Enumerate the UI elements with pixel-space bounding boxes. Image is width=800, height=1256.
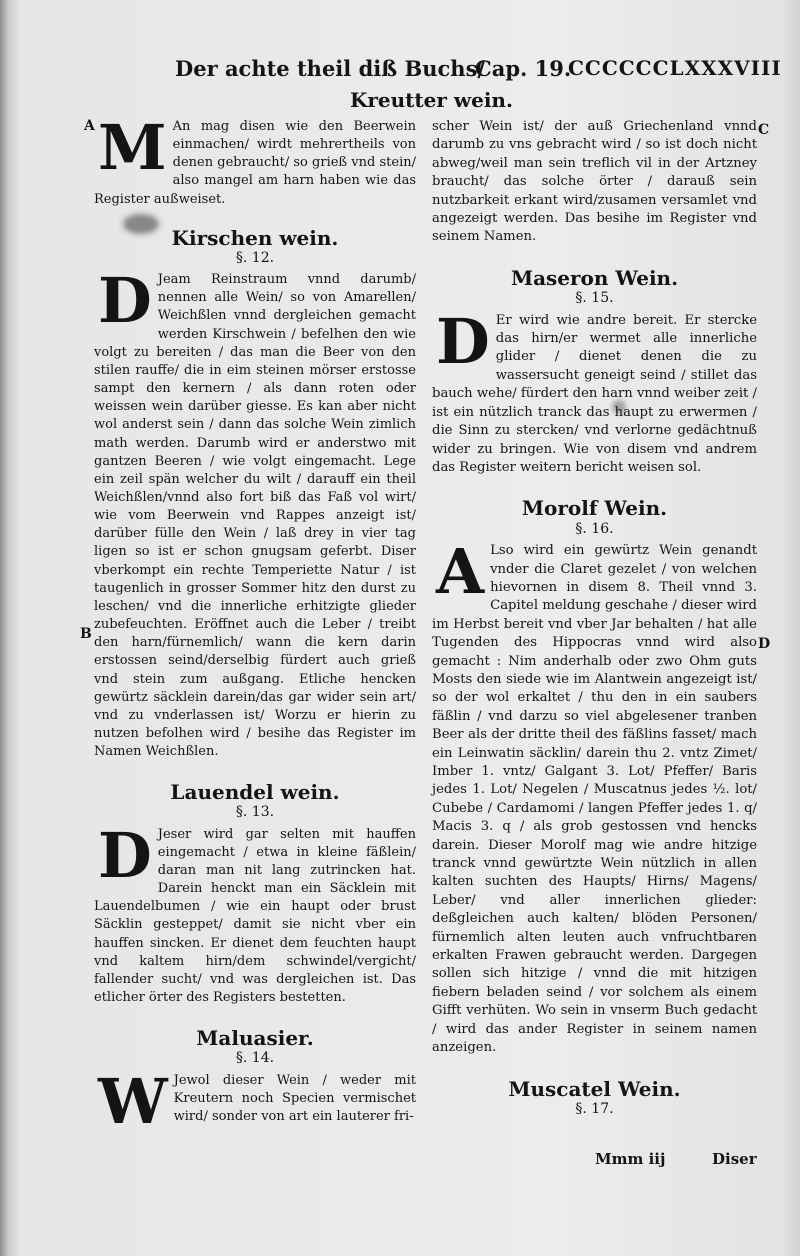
- paragraph-text: An mag disen wie den Beerwein einmachen/ wirdt mehrertheils von denen gebraucht/ so grieß vnd stein/ also mangel am harn haben wie das Register außweiset.: [94, 119, 416, 207]
- margin-label-b: B: [80, 626, 92, 642]
- maseron-paragraph: [432, 304, 757, 478]
- running-head: Kreutter wein.: [350, 88, 513, 112]
- drop-cap: D: [98, 818, 152, 892]
- lavendel-paragraph: [94, 818, 416, 1008]
- right-column: [432, 118, 757, 1122]
- drop-cap: D: [98, 264, 152, 338]
- kirschen-paragraph: [94, 264, 416, 761]
- drop-cap: M: [98, 111, 167, 184]
- malvasier-paragraph: [94, 1064, 416, 1138]
- header-title: Der achte theil diß Buchs/: [175, 56, 486, 81]
- section-number: §. 13.: [235, 804, 275, 821]
- left-column: [94, 111, 416, 1138]
- section-number: §. 15.: [575, 290, 614, 307]
- drop-cap: W: [98, 1064, 168, 1138]
- section-heading-lavendel: Lauendel wein.: [170, 780, 340, 805]
- section-number: §. 12.: [235, 249, 275, 266]
- page-edge-shadow: [782, 0, 800, 1256]
- section-heading-malvasier: Maluasier.: [196, 1026, 314, 1051]
- intro-paragraph: [94, 111, 416, 209]
- section-number: §. 14.: [235, 1050, 275, 1067]
- section-heading-maseron: Maseron Wein.: [510, 265, 679, 290]
- margin-label-a: A: [84, 118, 95, 134]
- paragraph-text: Lso wird ein gewürtz Wein genandt vnder die Claret gezelet / von welchen hievornen in disem 8. Theil vnnd 3. Capitel meldung geschahe / dieser wird im Herbst bereit vnd vber Jar behalten / hat alle Tugenden des Hippocras vnnd wird also gemacht : Nim anderhalb oder zwo Ohm guts Mosts den siede wie im Alantwein angezeigt ist/ so der wol erkaltet / thu den in ein saubers fäßlin / vnd darzu so viel abgelesener tranben Beer als der dritte theil des fäßlins fasset/ mach ein Leinwatin säcklin/ darein thu 2. vntz Zimet/ Imber 1. vntz/ Galgant 3. Lot/ Pfeffer/ Baris jedes 1. Lot/ Negelen / Muscatnus jedes ½. lot/ Cubebe / Cardamomi / langen Pfeffer jedes 1. q/ Macis 3. q / als grob gestossen vnd hencks darein. Dieser Morolf mag wie andre hitzige tranck vnnd gewürtzte Wein nützlich in allen kalten suchten des Haupts/ Hirns/ Magens/ Leber/ vnd aller innerlichen glieder: deßgleichen auch kalten/ blöden Personen/ fürnemlich alten leuten auch vnfruchtbaren erkalten Frawen gebraucht werden. Dargegen sollen sich hitzige / vnnd die mit hitzigen fiebern beladen seind / vor solchem als einem Gifft verhüten. Wo sein in vnserm Buch gedacht / wird das ander Register in seinem namen anzeigen.: [432, 543, 757, 1056]
- header-chapter: Cap. 19.: [475, 56, 572, 81]
- drop-cap: A: [436, 535, 485, 609]
- paragraph-text: Jeser wird gar selten mit hauffen eingemacht / etwa in kleine fäßlein/ daran man nit lang zutrincken hat. Darein henckt man ein Säcklein mit Lauendelbumen / wie ein haupt oder brust Säcklin gesteppet/ damit sie nicht vber ein hauffen sincken. Er dienet dem feuchten haupt vnd kaltem hirn/dem schwindel/vergicht/ fallender sucht/ vnd was dergleichen ist. Das etlicher örter des Registers bestetten.: [94, 826, 416, 1006]
- page-header: [175, 56, 782, 88]
- paragraph-text: Er wird wie andre bereit. Er stercke das hirn/er wermet alle innerliche glider / dienet denen die zu wassersucht geneigt seind / stillet das bauch wehe/ fürdert den harn vnnd weiber zeit / ist ein nützlich tranck das haupt zu erwermen / die Sinn zu stercken/ vnd verlorne gedächtnuß wider zu bringen. Wie von disem vnd andrem das Register weitern bericht weisen sol.: [432, 312, 757, 475]
- paragraph-text: Jewol dieser Wein / weder mit Kreutern noch Specien vermischet wird/ sonder von art ein lauterer fri-: [173, 1072, 416, 1124]
- morolf-paragraph: [432, 535, 757, 1057]
- section-heading-muscatel: Muscatel Wein.: [508, 1076, 681, 1101]
- paragraph-text: Jeam Reinstraum vnnd darumb/ nennen alle Wein/ so von Amarellen/ Weichßlen vnnd dergleichen gemacht werden Kirschwein / befelhen den wie volgt zu bereiten / das man die Beer von den stilen rauffe/ die in eim steinen mörser erstosse sampt den kernern / als dann roten oder weissen wein darüber giesse. Es kan aber nicht wol anderst sein / dann das solche Wein zimlich math werden. Darumb wird er anderstwo mit gantzen Beeren / wie volgt eingemacht. Lege ein zeil spän welcher du wilt / darauff ein theil Weichßlen/vnnd also fort biß das Faß vol wirt/ wie vom Beerwein vnd Rappes anzeigt ist/ darüber fülle den Wein / laß drey in vier tag ligen so ist er schon gnugsam geferbt. Diser vberkompt ein rechte Temperiette Natur / ist taugenlich in grosser Sommer hitz den durst zu leschen/ vnd die innerliche erhitzigte glieder zubefeuchten. Eröffnet auch die Leber / treibt den harn/fürnemlich/ wann die kern darin erstossen seind/derselbig fürdert auch grieß vnd stein zum außgang. Etliche hencken gewürtz säcklein darein/das gar wider sein art/ vnd zu vnderlassen ist/ Worzu er hierin zu nutzen befolhen wird / besihe das Register im Namen Weichßlen.: [94, 272, 416, 760]
- section-number: §. 16.: [575, 520, 614, 537]
- section-number: §. 17.: [575, 1100, 614, 1117]
- margin-label-d: D: [758, 636, 771, 652]
- signature-mark: Mmm iij: [595, 1150, 666, 1168]
- drop-cap: D: [436, 304, 490, 378]
- section-heading-morolf: Morolf Wein.: [521, 496, 668, 521]
- folio-number: CCCCCCLXXXVIII: [568, 56, 782, 80]
- margin-label-c: C: [758, 122, 770, 138]
- continuation-paragraph: scher Wein ist/ der auß Griechenland vnnd darumb zu vns gebracht wird / so ist doch nicht abweg/weil man sein treflich vil in der Artzney braucht/ das solche örter / darauß sein nutzbarkeit erkant wird/zusamen versamlet vnd angezeigt werden. Das besihe im Register vnd seinem Namen.: [432, 119, 757, 245]
- catchword: Diser: [712, 1150, 757, 1168]
- section-heading-kirschen: Kirschen wein.: [171, 225, 339, 250]
